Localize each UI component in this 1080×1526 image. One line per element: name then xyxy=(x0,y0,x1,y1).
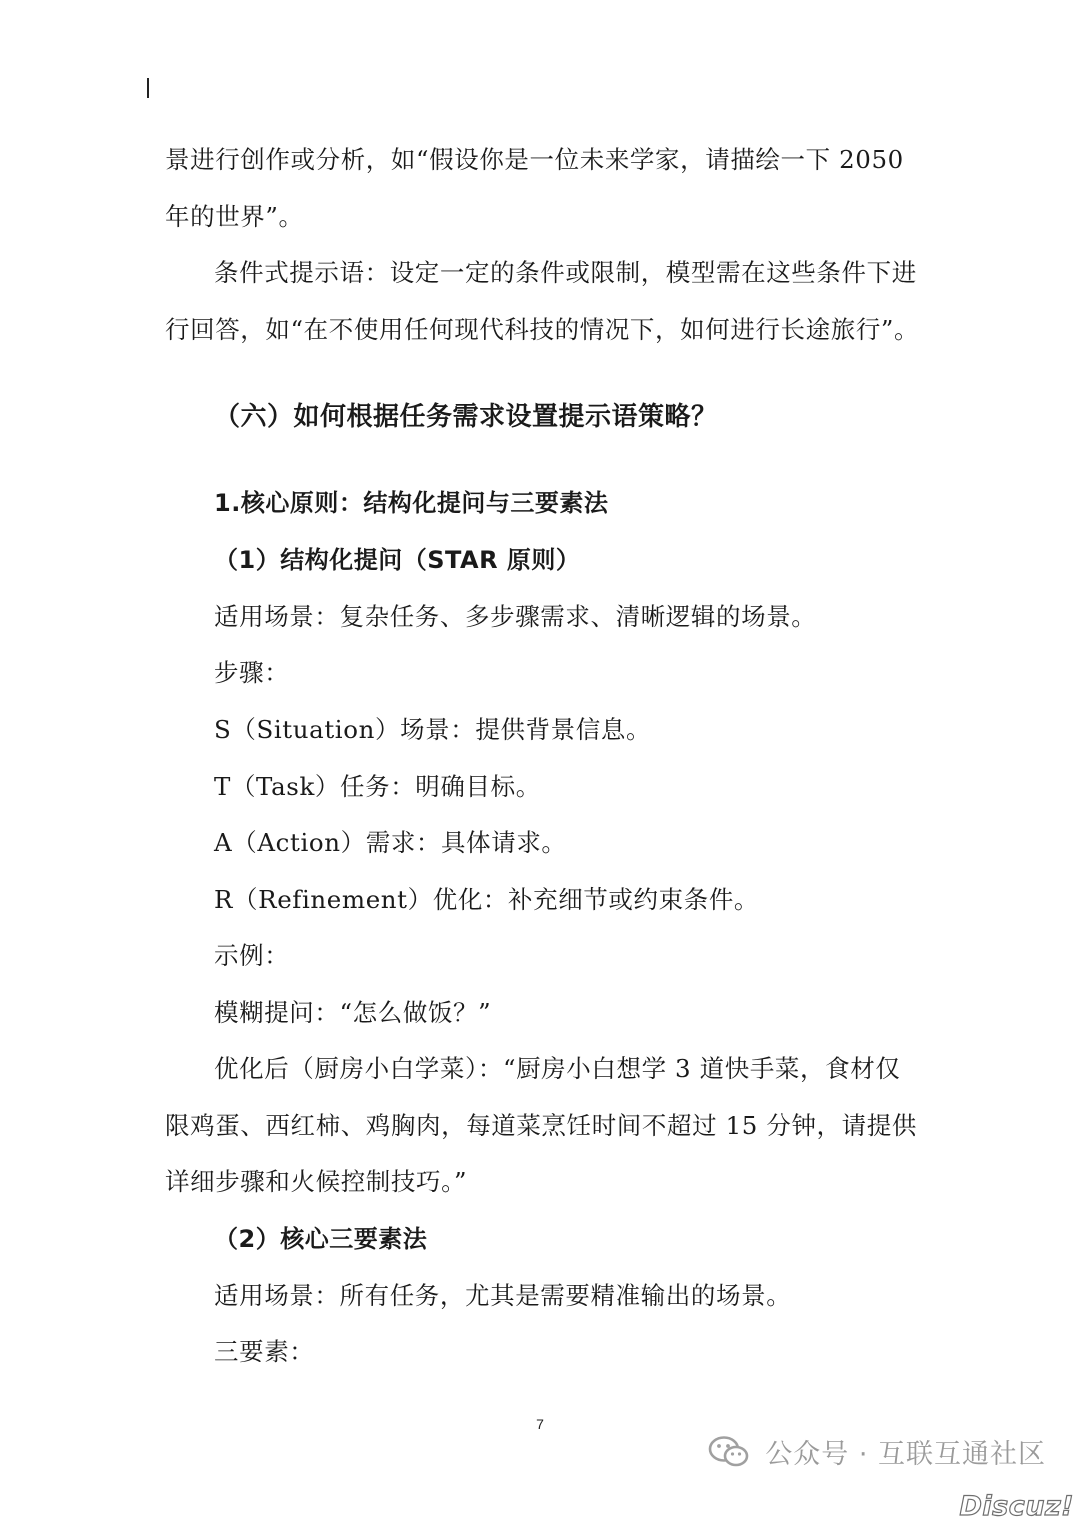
paragraph-line: 景进行创作或分析，如“假设你是一位未来学家，请描绘一下 2050 xyxy=(165,145,904,174)
list-item: A（Action）需求：具体请求。 xyxy=(214,828,567,857)
paragraph-line: 示例： xyxy=(214,941,290,970)
page-number: 7 xyxy=(536,1416,544,1432)
subsection-heading: （1）结构化提问（STAR 原则） xyxy=(214,546,581,574)
paragraph-line: 限鸡蛋、西红柿、鸡胸肉，每道菜烹饪时间不超过 15 分钟，请提供 xyxy=(165,1111,917,1140)
paragraph-line: 步骤： xyxy=(214,658,290,687)
list-item: R（Refinement）优化：补充细节或约束条件。 xyxy=(214,885,760,914)
list-item: S（Situation）场景：提供背景信息。 xyxy=(214,715,652,744)
paragraph-line: 模糊提问：“怎么做饭？” xyxy=(214,998,492,1027)
paragraph-line: 年的世界”。 xyxy=(165,202,304,231)
paragraph-line: 条件式提示语：设定一定的条件或限制，模型需在这些条件下进 xyxy=(214,258,917,287)
paragraph-line: 行回答，如“在不使用任何现代科技的情况下，如何进行长途旅行”。 xyxy=(165,315,920,344)
paragraph-line: 适用场景：复杂任务、多步骤需求、清晰逻辑的场景。 xyxy=(214,602,817,631)
paragraph-line: 三要素： xyxy=(214,1337,315,1366)
watermark-text: 公众号 · 互联互通社区 xyxy=(765,1439,1046,1470)
text-cursor xyxy=(147,78,149,98)
paragraph-line: 优化后（厨房小白学菜）：“厨房小白想学 3 道快手菜，食材仅 xyxy=(214,1054,901,1083)
section-heading: （六）如何根据任务需求设置提示语策略？ xyxy=(214,402,718,432)
list-item: T（Task）任务：明确目标。 xyxy=(214,772,541,801)
wechat-icon xyxy=(707,1435,751,1469)
discuz-badge: Discuz! xyxy=(959,1491,1074,1522)
watermark xyxy=(707,1432,1046,1471)
subsection-heading: （2）核心三要素法 xyxy=(214,1225,428,1253)
paragraph-line: 详细步骤和火候控制技巧。” xyxy=(165,1167,468,1196)
paragraph-line: 适用场景：所有任务，尤其是需要精准输出的场景。 xyxy=(214,1281,792,1310)
subsection-heading: 1.核心原则：结构化提问与三要素法 xyxy=(214,489,609,517)
